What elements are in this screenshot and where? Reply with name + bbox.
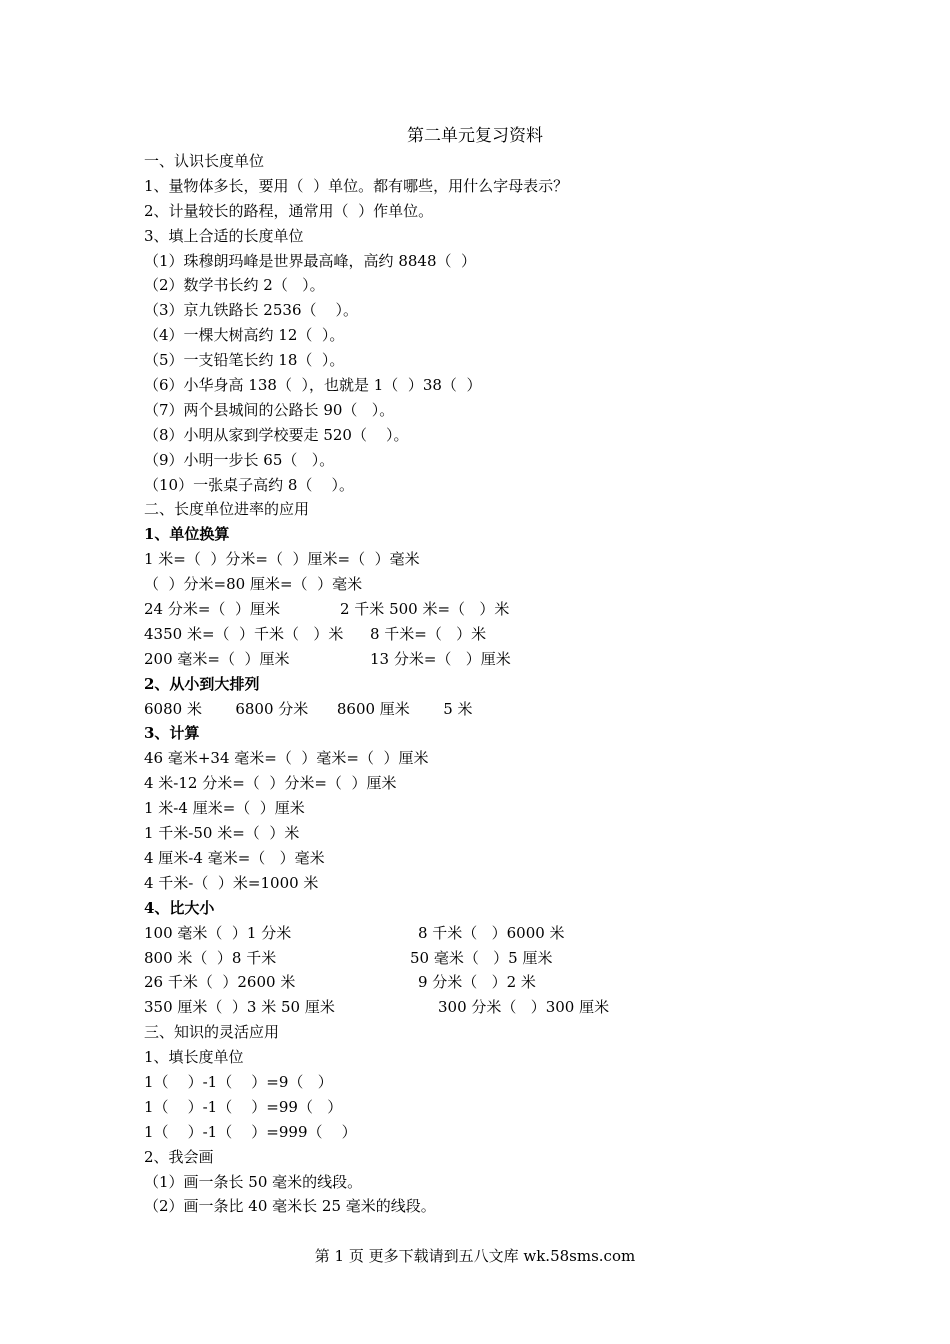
left-item: 800 米（ ）8 千米 [144, 948, 277, 967]
left-item: 26 千米（ ）2600 米 [144, 973, 296, 992]
page-footer: 第 1 页 更多下载请到五八文库 wk.58sms.com [314, 1247, 636, 1265]
left-item: 100 毫米（ ）1 分米 [144, 923, 292, 942]
two-column-line [144, 921, 844, 946]
section-heading: 4、比大小 [144, 898, 215, 917]
text-line: （6）小华身高 138（ ），也就是 1（ ）38（ ） [144, 376, 482, 395]
text-line: （7）两个县城间的公路长 90（ ）。 [144, 400, 395, 419]
right-item: 50 毫米（ ）5 厘米 [410, 948, 553, 967]
text-line: （ ）分米=80 厘米=（ ）毫米 [144, 575, 363, 594]
left-item: 4350 米=（ ）千米（ ）米 [144, 624, 344, 643]
document-body [144, 149, 844, 1219]
right-item: 13 分米=（ ）厘米 [370, 649, 511, 668]
section-heading: 1、单位换算 [144, 525, 230, 544]
text-line: 1、填长度单位 [144, 1048, 244, 1067]
text-line: 1（ ）-1（ ）=99（ ） [144, 1097, 343, 1116]
section-heading: 2、从小到大排列 [144, 674, 260, 693]
right-item: 8 千米=（ ）米 [370, 624, 487, 643]
text-line: 1（ ）-1（ ）=9（ ） [144, 1072, 333, 1091]
text-line: 6080 米 6800 分米 8600 厘米 5 米 [144, 699, 473, 718]
left-item: 24 分米=（ ）厘米 [144, 600, 280, 619]
left-item: 200 毫米=（ ）厘米 [144, 649, 290, 668]
two-column-line [144, 995, 844, 1020]
two-column-line [144, 597, 844, 622]
left-item: 350 厘米（ ）3 米 50 厘米 [144, 998, 335, 1017]
text-line: （5）一支铅笔长约 18（ ）。 [144, 351, 345, 370]
right-item: 300 分米（ ）300 厘米 [438, 998, 610, 1017]
page-title: 第二单元复习资料 [407, 126, 543, 146]
two-column-line [144, 647, 844, 672]
text-line: 4 米-12 分米=（ ）分米=（ ）厘米 [144, 774, 397, 793]
text-line: 三、知识的灵活应用 [144, 1023, 280, 1042]
text-line: 46 毫米+34 毫米=（ ）毫米=（ ）厘米 [144, 749, 429, 768]
right-item: 8 千米（ ）6000 米 [418, 923, 565, 942]
text-line: 1（ ）-1（ ）=999（ ） [144, 1122, 357, 1141]
text-line: （9）小明一步长 65（ ）。 [144, 450, 335, 469]
text-line: （1）画一条长 50 毫米的线段。 [144, 1172, 363, 1191]
two-column-line [144, 970, 844, 995]
text-line: 1 米=（ ）分米=（ ）厘米=（ ）毫米 [144, 550, 420, 569]
text-line: （1）珠穆朗玛峰是世界最高峰，高约 8848（ ） [144, 251, 477, 270]
text-line: 1 米-4 厘米=（ ）厘米 [144, 799, 305, 818]
text-line: （10）一张桌子高约 8（ ）。 [144, 475, 354, 494]
text-line: 2、计量较长的路程，通常用（ ）作单位。 [144, 201, 434, 220]
text-line: （2）数学书长约 2（ ）。 [144, 276, 325, 295]
text-line: 3、填上合适的长度单位 [144, 226, 304, 245]
text-line: 2、我会画 [144, 1147, 214, 1166]
text-line: 二、长度单位进率的应用 [144, 500, 310, 519]
text-line: 4 厘米-4 毫米=（ ）毫米 [144, 848, 325, 867]
text-line: （3）京九铁路长 2536（ ）。 [144, 301, 359, 320]
section-heading: 3、计算 [144, 724, 200, 743]
text-line: 一、认识长度单位 [144, 152, 265, 170]
text-line: （4）一棵大树高约 12（ ）。 [144, 326, 345, 345]
two-column-line [144, 622, 844, 647]
right-item: 9 分米（ ）2 米 [418, 973, 536, 992]
text-line: 4 千米-（ ）米=1000 米 [144, 873, 319, 892]
text-line: （2）画一条比 40 毫米长 25 毫米的线段。 [144, 1197, 436, 1216]
text-line: 1 千米-50 米=（ ）米 [144, 824, 300, 843]
text-line: 1、量物体多长，要用（ ）单位。都有哪些，用什么字母表示？ [144, 176, 569, 195]
right-item: 2 千米 500 米=（ ）米 [340, 600, 510, 619]
two-column-line [144, 946, 844, 971]
text-line: （8）小明从家到学校要走 520（ ）。 [144, 425, 409, 444]
